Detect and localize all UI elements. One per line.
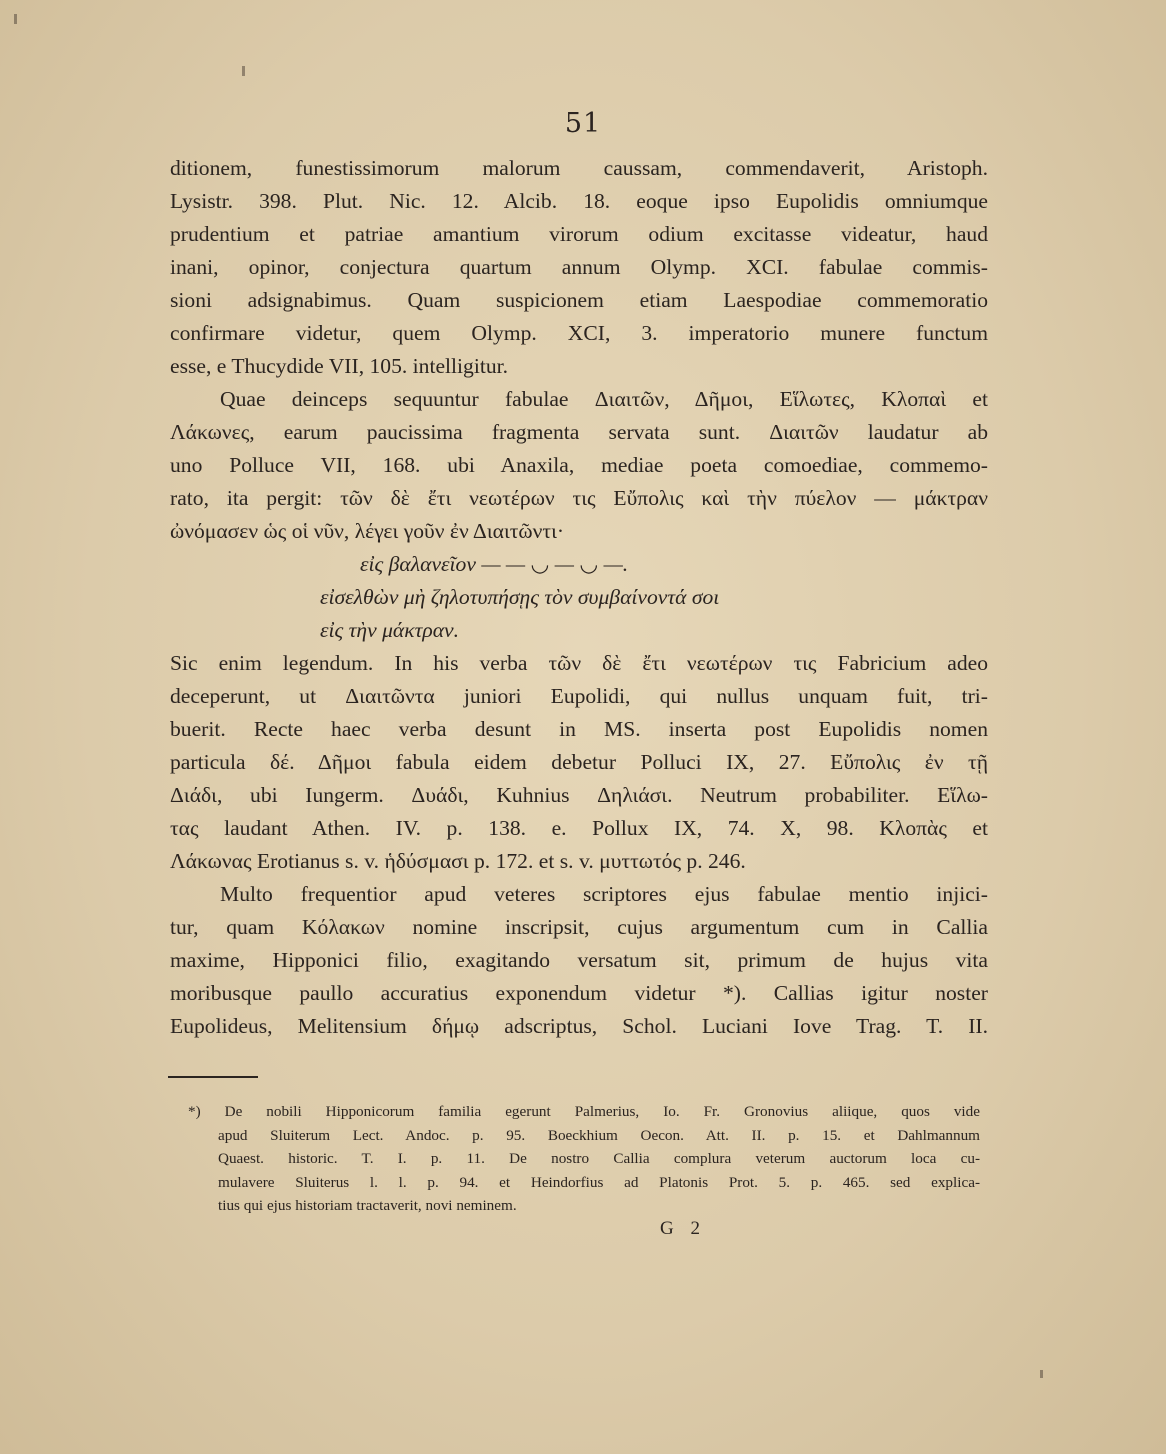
text-line: Lysistr. 398. Plut. Nic. 12. Alcib. 18. eoque ipso Eupolidis omniumque (170, 189, 988, 213)
verse-line: εἰσελθὼν μὴ ζηλοτυπήσῃς τὸν συμβαίνοντά σοι (320, 585, 720, 609)
margin-speck (14, 14, 17, 24)
text-line: deceperunt, ut Διαιτῶντα juniori Eupolidi, qui nullus unquam fuit, tri- (170, 684, 988, 708)
margin-speck (242, 66, 245, 76)
footnote-line: *) De nobili Hipponicorum familia egerunt Palmerius, Io. Fr. Gronovius aliique, quos vide (188, 1103, 980, 1120)
text-line: tur, quam Κόλακων nomine inscripsit, cujus argumentum cum in Callia (170, 915, 988, 939)
main-text (170, 152, 988, 1043)
text-line: confirmare videtur, quem Olymp. XCI, 3. imperatorio munere functum (170, 321, 988, 345)
footnote-divider (168, 1076, 258, 1078)
text-line: particula δέ. Δῆμοι fabula eidem debetur Polluci IX, 27. Εὔπολις ἐν τῇ (170, 750, 988, 774)
text-line: ὠνόμασεν ὡς οἱ νῦν, λέγει γοῦν ἐν Διαιτῶντι· (170, 519, 565, 543)
text-line: maxime, Hipponici filio, exagitando versatum sit, primum de hujus vita (170, 948, 988, 972)
text-line: buerit. Recte haec verba desunt in MS. inserta post Eupolidis nomen (170, 717, 988, 741)
text-line: prudentium et patriae amantium virorum odium excitasse videatur, haud (170, 222, 988, 246)
page-number: 51 (564, 108, 602, 139)
text-line: uno Polluce VII, 168. ubi Anaxila, mediae poeta comoediae, commemo- (170, 453, 988, 477)
text-line: inani, opinor, conjectura quartum annum Olymp. XCI. fabulae commis- (170, 255, 988, 279)
text-line: sioni adsignabimus. Quam suspicionem etiam Laespodiae commemoratio (170, 288, 988, 312)
footnote-line: mulavere Sluiterus l. l. p. 94. et Heindorfius ad Platonis Prot. 5. p. 465. sed explica- (218, 1173, 980, 1191)
text-line: Sic enim legendum. In his verba τῶν δὲ ἔτι νεωτέρων τις Fabricium adeo (170, 651, 988, 675)
verse-line: εἰς τὴν μάκτραν. (320, 618, 460, 642)
text-line: Διάδι, ubi Iungerm. Δυάδι, Kuhnius Δηλιάσι. Neutrum probabiliter. Εἵλω- (170, 783, 988, 807)
text-line: Λάκωνας Erotianus s. v. ἡδύσμασι p. 172. et s. v. μυττωτός p. 246. (170, 849, 746, 873)
text-line: esse, e Thucydide VII, 105. intelligitur. (170, 354, 509, 378)
text-line: τας laudant Athen. IV. p. 138. e. Pollux IX, 74. X, 98. Κλοπὰς et (170, 816, 988, 840)
footnote-line: tius qui ejus historiam tractaverit, novi neminem. (218, 1197, 517, 1214)
text-line: rato, ita pergit: τῶν δὲ ἔτι νεωτέρων τις Εὔπολις καὶ τὴν πύελον — μάκτραν (170, 486, 988, 510)
footnote-line: apud Sluiterum Lect. Andoc. p. 95. Boeckhium Oecon. Att. II. p. 15. et Dahlmannum (218, 1126, 980, 1144)
text-line: Multo frequentior apud veteres scriptores ejus fabulae mentio injici- (220, 882, 988, 906)
text-line: Λάκωνες, earum paucissima fragmenta servata sunt. Διαιτῶν laudatur ab (170, 420, 988, 444)
text-line: Eupolideus, Melitensium δήμῳ adscriptus, Schol. Luciani Iove Trag. T. II. (170, 1014, 988, 1038)
text-line: ditionem, funestissimorum malorum caussam, commendaverit, Aristoph. (170, 156, 988, 180)
text-line: moribusque paullo accuratius exponendum videtur *). Callias igitur noster (170, 981, 988, 1005)
text-line: Quae deinceps sequuntur fabulae Διαιτῶν, Δῆμοι, Εἵλωτες, Κλοπαὶ et (220, 387, 988, 411)
footnote-line: Quaest. historic. T. I. p. 11. De nostro Callia complura veterum auctorum loca cu- (218, 1150, 980, 1167)
footnote (170, 1100, 980, 1218)
margin-speck (1040, 1370, 1043, 1378)
signature-mark: G 2 (660, 1218, 706, 1239)
verse-line: εἰς βαλανεῖον — — ◡ — ◡ —. (360, 552, 629, 576)
